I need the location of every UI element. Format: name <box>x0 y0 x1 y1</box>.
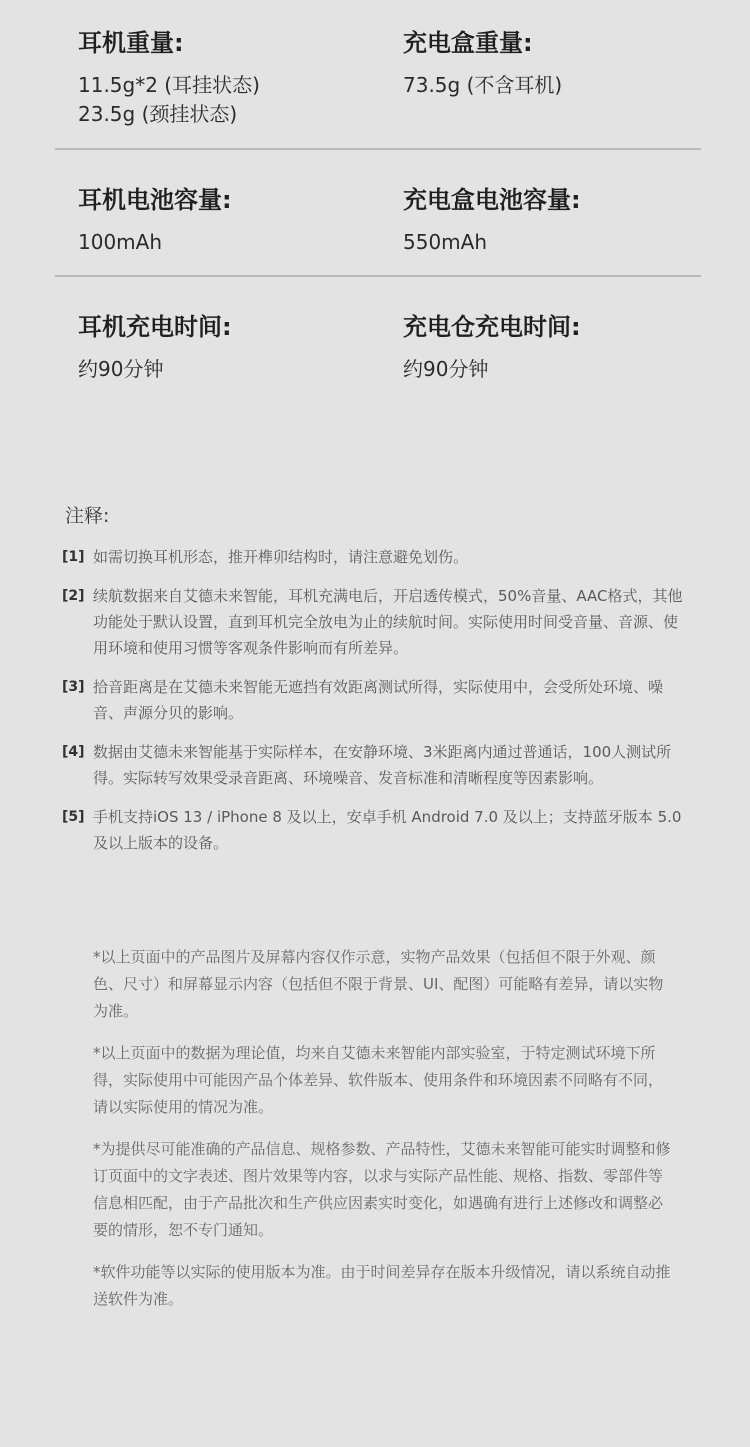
spec-value-line: 11.5g*2 (耳挂状态) <box>78 73 260 97</box>
spec-case-weight <box>403 28 703 100</box>
spec-title: 充电盒重量: <box>403 29 533 57</box>
spec-title: 充电仓充电时间: <box>403 313 581 341</box>
disclaimer-paragraph: *软件功能等以实际的使用版本为准。由于时间差异存在版本升级情况，请以系统自动推送软件为准。 <box>93 1263 671 1308</box>
note-number: [5] <box>62 809 85 825</box>
note-item <box>62 804 685 856</box>
note-number: [4] <box>62 744 85 760</box>
spec-value <box>403 228 703 257</box>
spec-case-charge-time <box>403 312 703 384</box>
note-number: [2] <box>62 588 85 604</box>
divider <box>55 148 701 150</box>
note-item <box>62 674 685 726</box>
note-text: 手机支持iOS 13 / iPhone 8 及以上，安卓手机 Android 7.0 及以上；支持蓝牙版本 5.0 及以上版本的设备。 <box>93 808 682 852</box>
spec-value-line: 100mAh <box>78 230 163 254</box>
spec-title: 耳机重量: <box>78 29 184 57</box>
spec-value <box>78 71 378 129</box>
notes-title: 注释: <box>65 505 110 527</box>
spec-value <box>78 228 378 257</box>
note-item <box>62 583 685 661</box>
spec-value-line: 73.5g (不含耳机) <box>403 73 563 97</box>
spec-title: 充电盒电池容量: <box>403 186 581 214</box>
spec-title: 耳机充电时间: <box>78 313 232 341</box>
note-item <box>62 739 685 791</box>
spec-earbud-weight <box>78 28 378 129</box>
disclaimer-paragraph: *以上页面中的产品图片及屏幕内容仅作示意，实物产品效果（包括但不限于外观、颜色、尺寸）和屏幕显示内容（包括但不限于背景、UI、配图）可能略有差异，请以实物为准。 <box>93 948 664 1020</box>
spec-case-battery <box>403 185 703 257</box>
disclaimer-paragraph: *以上页面中的数据为理论值，均来自艾德未来智能内部实验室，于特定测试环境下所得，实际使用中可能因产品个体差异、软件版本、使用条件和环境因素不同略有不同，请以实际使用的情况为准。 <box>93 1044 664 1116</box>
note-text: 拾音距离是在艾德未来智能无遮挡有效距离测试所得，实际使用中，会受所处环境、噪音、声源分贝的影响。 <box>93 678 664 722</box>
spec-value <box>403 71 703 100</box>
spec-value-line: 约90分钟 <box>78 357 164 381</box>
note-number: [1] <box>62 549 85 565</box>
note-item <box>62 544 685 570</box>
note-number: [3] <box>62 679 85 695</box>
spec-title: 耳机电池容量: <box>78 186 232 214</box>
spec-value <box>78 355 378 384</box>
disclaimer-paragraph: *为提供尽可能准确的产品信息、规格参数、产品特性，艾德未来智能可能实时调整和修订页面中的文字表述、图片效果等内容，以求与实际产品性能、规格、指数、零部件等信息相匹配，由于产品批次和生产供应因素实时变化，如遇确有进行上述修改和调整必要的情形，恕不专门通知。 <box>93 1140 671 1239</box>
spec-value-line: 约90分钟 <box>403 357 489 381</box>
notes-section <box>62 502 685 869</box>
note-text: 数据由艾德未来智能基于实际样本，在安静环境、3米距离内通过普通话，100人测试所得。实际转写效果受录音距离、环境噪音、发音标准和清晰程度等因素影响。 <box>93 743 672 787</box>
note-text: 续航数据来自艾德未来智能，耳机充满电后，开启透传模式，50%音量、AAC格式，其他功能处于默认设置，直到耳机完全放电为止的续航时间。实际使用时间受音量、音源、使用环境和使用习惯等客观条件影响而有所差异。 <box>93 587 683 657</box>
disclaimer-section <box>93 944 675 1328</box>
spec-earbud-battery <box>78 185 378 257</box>
spec-value <box>403 355 703 384</box>
spec-value-line: 550mAh <box>403 230 488 254</box>
note-text: 如需切换耳机形态，推开榫卯结构时，请注意避免划伤。 <box>93 548 469 566</box>
divider <box>55 275 701 277</box>
spec-value-line: 23.5g (颈挂状态) <box>78 102 238 126</box>
spec-earbud-charge-time <box>78 312 378 384</box>
